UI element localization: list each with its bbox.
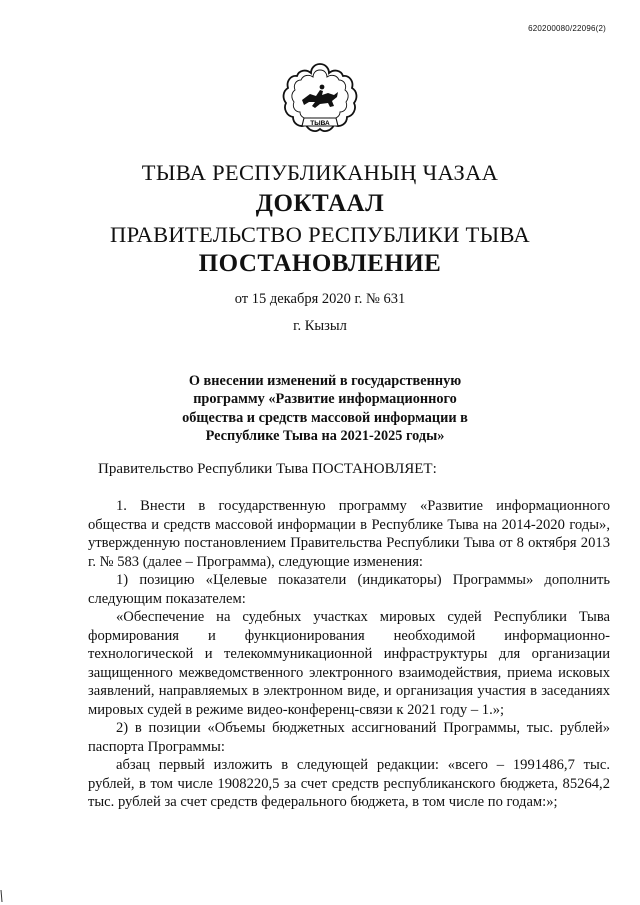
paragraph: 1) позицию «Целевые показатели (индикаторы) Программы» дополнить следующим показателем: (88, 572, 610, 607)
paragraph: 1. Внести в государственную программу «Развитие информационного общества и средств массовой информации в Республике Тыва на 2014-2020 годы», утвержденную постановлением Правительства Республики Тыва от 8 октября 2013 г. № 583 (далее – Программа), следующие изменения: (88, 498, 610, 570)
scan-mark-icon (0, 889, 4, 903)
registration-number: 620200080/22096(2) (528, 24, 606, 33)
document-subject: О внесении изменений в государственную программу «Развитие информационного общества и средств массовой информации в Республике Тыва на 2021-2025 годы» (182, 373, 468, 444)
emblem-ribbon-text: ТЫВА (310, 120, 330, 127)
title-tuvan: ТЫВА РЕСПУБЛИКАНЫҢ ЧАЗАА (141, 160, 499, 185)
doc-type-russian: ПОСТАНОВЛЕНИЕ (198, 250, 442, 277)
tuva-emblem-icon (282, 60, 358, 142)
doc-type-tuvan: ДОКТААЛ (255, 190, 385, 217)
title-russian: ПРАВИТЕЛЬСТВО РЕСПУБЛИКИ ТЫВА (110, 222, 530, 247)
paragraph: абзац первый изложить в следующей редакции: «всего – 1991486,7 тыс. рублей, в том числе 1908220,5 за счет средств республиканского бюджета, 85264,2 тыс. рублей за счет средств федерального бюджета, в том числе по годам:»; (88, 757, 610, 810)
date-line: от 15 декабря 2020 г. № 631 (234, 291, 406, 307)
document-body (88, 497, 610, 812)
decree-line: Правительство Республики Тыва ПОСТАНОВЛЯЕТ: (98, 461, 437, 477)
city: г. Кызыл (293, 318, 347, 334)
paragraph: 2) в позиции «Объемы бюджетных ассигнований Программы, тыс. рублей» паспорта Программы: (88, 720, 610, 755)
paragraph: «Обеспечение на судебных участках мировых судей Республики Тыва формирования и функционирования необходимой информационно-технологической и телекоммуникационной инфраструктуры для организации защищенного межведомственного электронного взаимодействия, приема исковых заявлений, направляемых в электронном виде, и организация участия в заседаниях мировых судей в режиме видео-конференц-связи к 2021 году – 1.»; (88, 609, 610, 718)
